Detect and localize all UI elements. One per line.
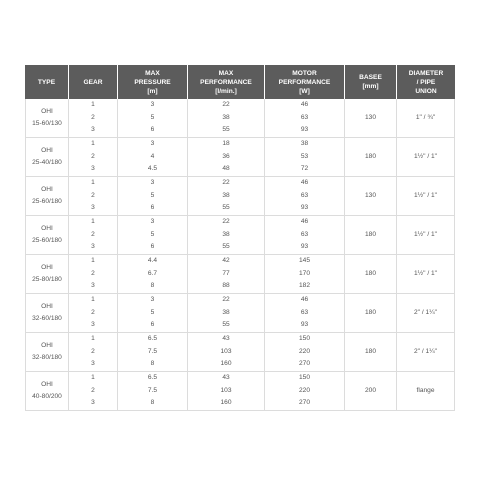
table-row (25, 333, 455, 372)
gear-value: 2 (91, 269, 95, 277)
pressure-value: 3 (150, 140, 155, 148)
performance-value: 43 (222, 374, 230, 382)
header-max-pressure: MAX PRESSURE [m] (118, 65, 188, 99)
performance-value: 43 (222, 335, 230, 343)
gear-value: 1 (91, 218, 95, 226)
pressure-value: 8 (150, 399, 155, 407)
diameter-cell: 1½" / 1" (397, 177, 455, 216)
pump-spec-table (25, 65, 455, 411)
gear-cell (69, 138, 118, 177)
pressure-value: 3 (150, 218, 155, 226)
performance-value: 38 (222, 308, 230, 316)
header-row (25, 65, 455, 99)
motor-value: 93 (300, 126, 309, 134)
motor-value: 53 (300, 152, 309, 160)
type-model: 15-60/130 (32, 120, 62, 127)
pressure-value: 5 (150, 308, 155, 316)
performance-cell (188, 177, 265, 216)
gear-cell (69, 255, 118, 294)
motor-value: 46 (300, 218, 309, 226)
pressure-cell (118, 99, 188, 138)
performance-value: 55 (222, 243, 230, 251)
motor-value: 46 (300, 179, 309, 187)
base-cell: 130 (345, 99, 397, 138)
motor-cell (265, 177, 345, 216)
pressure-value: 4.5 (147, 165, 158, 173)
motor-value: 72 (300, 165, 309, 173)
header-motor-performance: MOTOR PERFORMANCE [W] (265, 65, 345, 99)
gear-value: 3 (91, 360, 95, 368)
table-row (25, 255, 455, 294)
motor-cell (265, 294, 345, 333)
performance-value: 38 (222, 191, 230, 199)
performance-cell (188, 99, 265, 138)
gear-value: 1 (91, 140, 95, 148)
performance-cell (188, 138, 265, 177)
gear-value: 2 (91, 386, 95, 394)
pressure-cell (118, 177, 188, 216)
table-row (25, 372, 455, 411)
performance-value: 22 (222, 179, 230, 187)
type-cell (25, 138, 69, 177)
performance-value: 22 (222, 101, 230, 109)
type-model: 32-80/180 (32, 354, 62, 361)
diameter-cell: 2" / 1¼" (397, 333, 455, 372)
type-brand: OHI (41, 302, 53, 310)
pressure-value: 6 (150, 243, 155, 251)
gear-value: 2 (91, 152, 95, 160)
type-brand: OHI (41, 107, 53, 115)
gear-value: 2 (91, 347, 95, 355)
motor-cell (265, 255, 345, 294)
pressure-value: 7.5 (147, 347, 158, 355)
table-row (25, 294, 455, 333)
gear-value: 2 (91, 308, 95, 316)
gear-cell (69, 333, 118, 372)
performance-value: 22 (222, 218, 230, 226)
type-brand: OHI (41, 224, 53, 232)
type-cell (25, 372, 69, 411)
header-base: BASEE [mm] (345, 65, 397, 99)
type-brand: OHI (41, 380, 53, 388)
performance-value: 22 (222, 296, 230, 304)
pressure-cell (118, 333, 188, 372)
gear-value: 2 (91, 230, 95, 238)
pressure-value: 4.4 (147, 257, 158, 265)
type-brand: OHI (41, 185, 53, 193)
header-gear: GEAR (69, 65, 118, 99)
type-model: 32-60/180 (32, 315, 62, 322)
performance-cell (188, 255, 265, 294)
pressure-value: 6.5 (147, 335, 158, 343)
motor-value: 63 (300, 113, 309, 121)
pressure-cell (118, 216, 188, 255)
header-max-performance: MAX PERFORMANCE [l/min.] (188, 65, 265, 99)
pressure-value: 6.5 (147, 374, 158, 382)
type-cell (25, 255, 69, 294)
gear-value: 3 (91, 243, 95, 251)
pressure-value: 4 (150, 152, 155, 160)
pressure-value: 3 (150, 101, 155, 109)
gear-value: 3 (91, 282, 95, 290)
motor-value: 93 (300, 204, 309, 212)
gear-value: 2 (91, 113, 95, 121)
performance-value: 103 (220, 386, 232, 394)
motor-value: 270 (298, 399, 310, 407)
motor-value: 63 (300, 230, 309, 238)
gear-value: 3 (91, 321, 95, 329)
diameter-cell: 2" / 1¼" (397, 294, 455, 333)
header-type: TYPE (25, 65, 69, 99)
performance-value: 160 (220, 399, 232, 407)
pressure-value: 6 (150, 204, 155, 212)
performance-value: 18 (222, 140, 230, 148)
gear-value: 2 (91, 191, 95, 199)
gear-value: 3 (91, 204, 95, 212)
type-brand: OHI (41, 341, 53, 349)
gear-cell (69, 177, 118, 216)
pressure-cell (118, 294, 188, 333)
type-cell (25, 216, 69, 255)
motor-value: 270 (298, 360, 310, 368)
pressure-value: 6.7 (147, 269, 158, 277)
header-diameter: DIAMETER / PIPE UNION (397, 65, 455, 99)
type-model: 40-80/200 (32, 393, 62, 400)
pressure-value: 6 (150, 126, 155, 134)
pressure-value: 5 (150, 230, 155, 238)
base-cell: 180 (345, 294, 397, 333)
type-brand: OHI (41, 263, 53, 271)
type-cell (25, 177, 69, 216)
performance-value: 48 (222, 165, 230, 173)
type-model: 25-40/180 (32, 159, 62, 166)
performance-value: 55 (222, 321, 230, 329)
pressure-value: 3 (150, 296, 155, 304)
gear-value: 1 (91, 335, 95, 343)
motor-cell (265, 216, 345, 255)
pressure-value: 5 (150, 191, 155, 199)
table-row (25, 216, 455, 255)
gear-value: 1 (91, 101, 95, 109)
motor-value: 220 (298, 347, 310, 355)
gear-value: 1 (91, 296, 95, 304)
performance-value: 55 (222, 204, 230, 212)
gear-cell (69, 294, 118, 333)
diameter-cell: 1½" / 1" (397, 255, 455, 294)
motor-value: 150 (298, 335, 310, 343)
gear-cell (69, 99, 118, 138)
diameter-cell: flange (397, 372, 455, 411)
type-cell (25, 99, 69, 138)
pressure-value: 8 (150, 360, 155, 368)
performance-value: 36 (222, 152, 230, 160)
pressure-cell (118, 255, 188, 294)
motor-value: 46 (300, 296, 309, 304)
pressure-value: 3 (150, 179, 155, 187)
motor-value: 220 (298, 386, 310, 394)
motor-value: 93 (300, 321, 309, 329)
motor-value: 150 (298, 374, 310, 382)
performance-value: 42 (222, 257, 230, 265)
motor-value: 93 (300, 243, 309, 251)
type-brand: OHI (41, 146, 53, 154)
gear-value: 1 (91, 257, 95, 265)
motor-value: 63 (300, 191, 309, 199)
performance-value: 103 (220, 347, 232, 355)
base-cell: 180 (345, 333, 397, 372)
motor-value: 63 (300, 308, 309, 316)
gear-value: 3 (91, 126, 95, 134)
performance-value: 55 (222, 126, 230, 134)
table-row (25, 138, 455, 177)
performance-value: 77 (222, 269, 230, 277)
motor-value: 46 (300, 101, 309, 109)
type-model: 25-80/180 (32, 276, 62, 283)
base-cell: 180 (345, 216, 397, 255)
motor-cell (265, 99, 345, 138)
diameter-cell: 1½" / 1" (397, 138, 455, 177)
gear-cell (69, 216, 118, 255)
motor-value: 38 (300, 140, 309, 148)
motor-value: 182 (298, 282, 310, 290)
pressure-value: 7.5 (147, 386, 158, 394)
gear-value: 3 (91, 165, 95, 173)
performance-cell (188, 216, 265, 255)
base-cell: 180 (345, 255, 397, 294)
type-model: 25-60/180 (32, 237, 62, 244)
pressure-value: 5 (150, 113, 155, 121)
diameter-cell: 1½" / 1" (397, 216, 455, 255)
motor-cell (265, 138, 345, 177)
motor-cell (265, 333, 345, 372)
type-cell (25, 294, 69, 333)
pressure-cell (118, 372, 188, 411)
motor-value: 170 (298, 269, 310, 277)
gear-value: 3 (91, 399, 95, 407)
motor-value: 145 (298, 257, 310, 265)
gear-value: 1 (91, 179, 95, 187)
performance-cell (188, 294, 265, 333)
gear-value: 1 (91, 374, 95, 382)
motor-cell (265, 372, 345, 411)
pressure-value: 8 (150, 282, 155, 290)
pressure-value: 6 (150, 321, 155, 329)
performance-value: 38 (222, 113, 230, 121)
table-body (25, 99, 455, 411)
base-cell: 200 (345, 372, 397, 411)
pressure-cell (118, 138, 188, 177)
base-cell: 180 (345, 138, 397, 177)
base-cell: 130 (345, 177, 397, 216)
performance-value: 160 (220, 360, 232, 368)
performance-value: 38 (222, 230, 230, 238)
performance-cell (188, 333, 265, 372)
table-row (25, 99, 455, 138)
diameter-cell: 1" / ¾" (397, 99, 455, 138)
type-cell (25, 333, 69, 372)
table-row (25, 177, 455, 216)
gear-cell (69, 372, 118, 411)
performance-cell (188, 372, 265, 411)
performance-value: 88 (222, 282, 230, 290)
type-model: 25-60/180 (32, 198, 62, 205)
